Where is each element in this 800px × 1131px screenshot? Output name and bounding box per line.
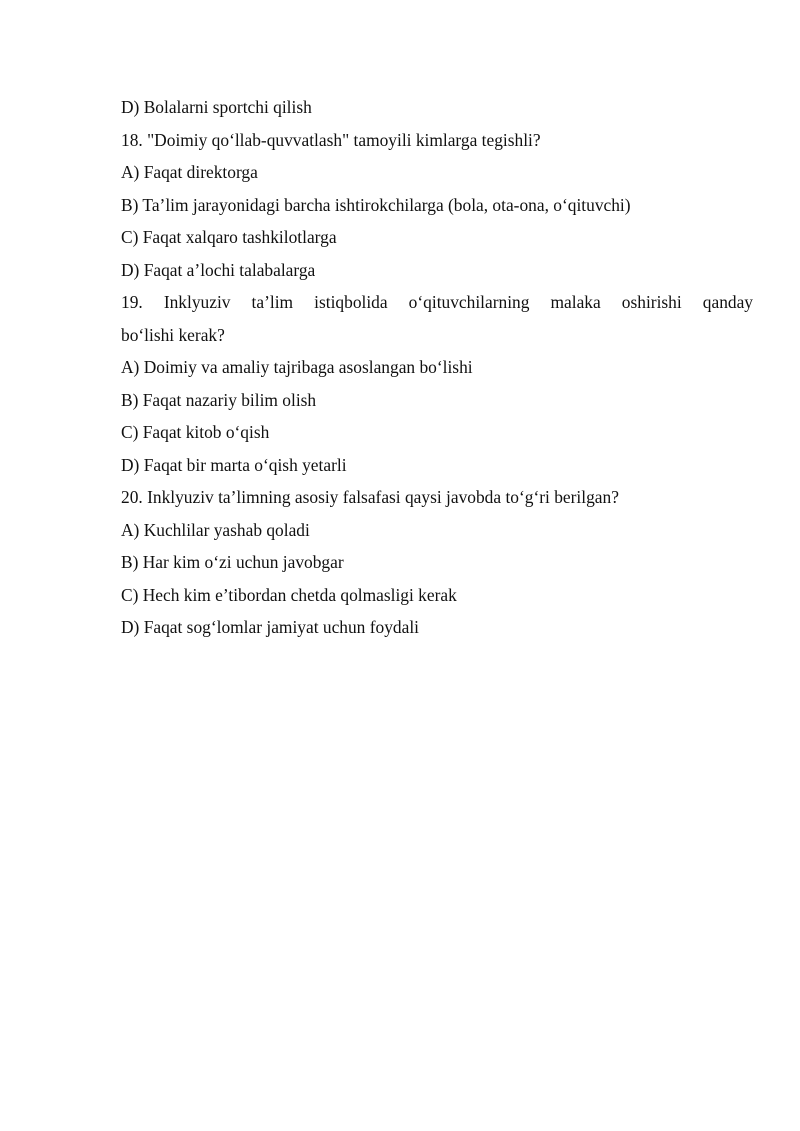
- q19-question-line1: 19. Inklyuziv ta’lim istiqbolida o‘qituvchilarning malaka oshirishi qanday: [121, 292, 753, 312]
- q18-option-c: C) Faqat xalqaro tashkilotlarga: [121, 227, 337, 247]
- q19-option-a: A) Doimiy va amaliy tajribaga asoslangan bo‘lishi: [121, 357, 473, 377]
- q20-question: 20. Inklyuziv ta’limning asosiy falsafasi qaysi javobda to‘g‘ri berilgan?: [121, 487, 619, 507]
- q18-option-a: A) Faqat direktorga: [121, 162, 258, 182]
- q18-question: 18. "Doimiy qo‘llab-quvvatlash" tamoyili kimlarga tegishli?: [121, 129, 541, 150]
- q19-option-c: C) Faqat kitob o‘qish: [121, 422, 270, 442]
- q20-option-a: A) Kuchlilar yashab qoladi: [121, 519, 310, 540]
- q20-option-d: D) Faqat sog‘lomlar jamiyat uchun foydali: [121, 617, 419, 637]
- q19-option-b: B) Faqat nazariy bilim olish: [121, 389, 317, 410]
- q18-option-b: B) Ta’lim jarayonidagi barcha ishtirokchilarga (bola, ota-ona, o‘qituvchi): [121, 194, 631, 215]
- q19-question-line2: bo‘lishi kerak?: [121, 324, 225, 345]
- q20-option-b: B) Har kim o‘zi uchun javobgar: [121, 552, 344, 572]
- q20-option-c: C) Hech kim e’tibordan chetda qolmasligi kerak: [121, 584, 457, 605]
- q19-option-d: D) Faqat bir marta o‘qish yetarli: [121, 454, 347, 475]
- q18-option-d: D) Faqat a’lochi talabalarga: [121, 259, 316, 280]
- q17-option-d: D) Bolalarni sportchi qilish: [121, 97, 312, 117]
- document-content: [121, 95, 753, 648]
